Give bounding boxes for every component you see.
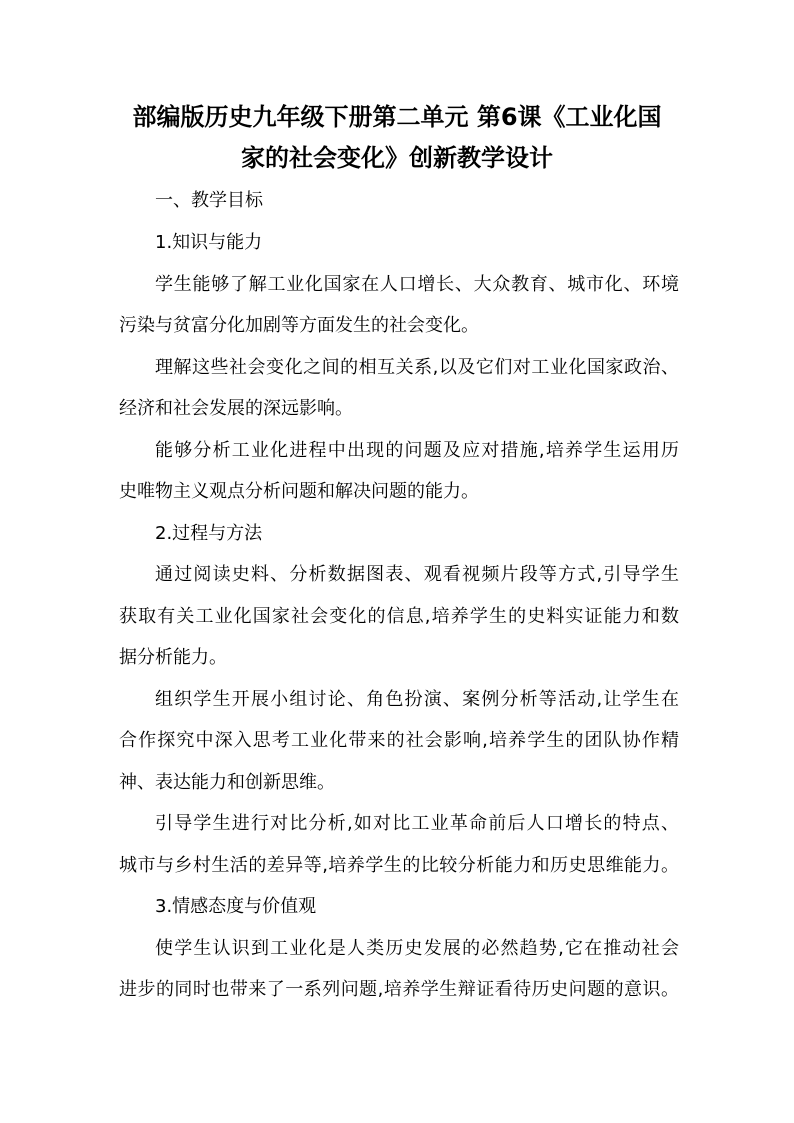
subsection-heading-process: 2.过程与方法 [155, 523, 263, 544]
subsection-heading-knowledge: 1.知识与能力 [155, 232, 263, 253]
paragraph-line: 史唯物主义观点分析问题和解决问题的能力。 [119, 481, 479, 502]
paragraph-line: 理解这些社会变化之间的相互关系,以及它们对工业化国家政治、 [155, 357, 679, 378]
section-heading-teaching-goals: 一、教学目标 [155, 190, 263, 211]
paragraph-line: 能够分析工业化进程中出现的问题及应对措施,培养学生运用历 [155, 440, 679, 461]
paragraph-line: 通过阅读史料、分析数据图表、观看视频片段等方式,引导学生 [155, 564, 679, 585]
subsection-heading-values: 3.情感态度与价值观 [155, 896, 317, 917]
document-title-line-2: 家的社会变化》创新教学设计 [241, 144, 553, 172]
paragraph-line: 神、表达能力和创新思维。 [119, 772, 335, 793]
document-title-line-1: 部编版历史九年级下册第二单元 第6课《工业化国 [132, 103, 662, 131]
paragraph-line: 获取有关工业化国家社会变化的信息,培养学生的史料实证能力和数 [119, 606, 679, 627]
paragraph-line: 引导学生进行对比分析,如对比工业革命前后人口增长的特点、 [155, 813, 679, 834]
paragraph-line: 据分析能力。 [119, 647, 227, 668]
paragraph-line: 学生能够了解工业化国家在人口增长、大众教育、城市化、环境 [155, 274, 679, 295]
paragraph-line: 经济和社会发展的深远影响。 [119, 398, 353, 419]
paragraph-line: 合作探究中深入思考工业化带来的社会影响,培养学生的团队协作精 [119, 730, 679, 751]
paragraph-line: 城市与乡村生活的差异等,培养学生的比较分析能力和历史思维能力。 [119, 855, 679, 876]
paragraph-line: 组织学生开展小组讨论、角色扮演、案例分析等活动,让学生在 [155, 689, 679, 710]
paragraph-line: 进步的同时也带来了一系列问题,培养学生辩证看待历史问题的意识。 [119, 979, 679, 1000]
paragraph-line: 使学生认识到工业化是人类历史发展的必然趋势,它在推动社会 [155, 938, 679, 959]
paragraph-line: 污染与贫富分化加剧等方面发生的社会变化。 [119, 315, 479, 336]
